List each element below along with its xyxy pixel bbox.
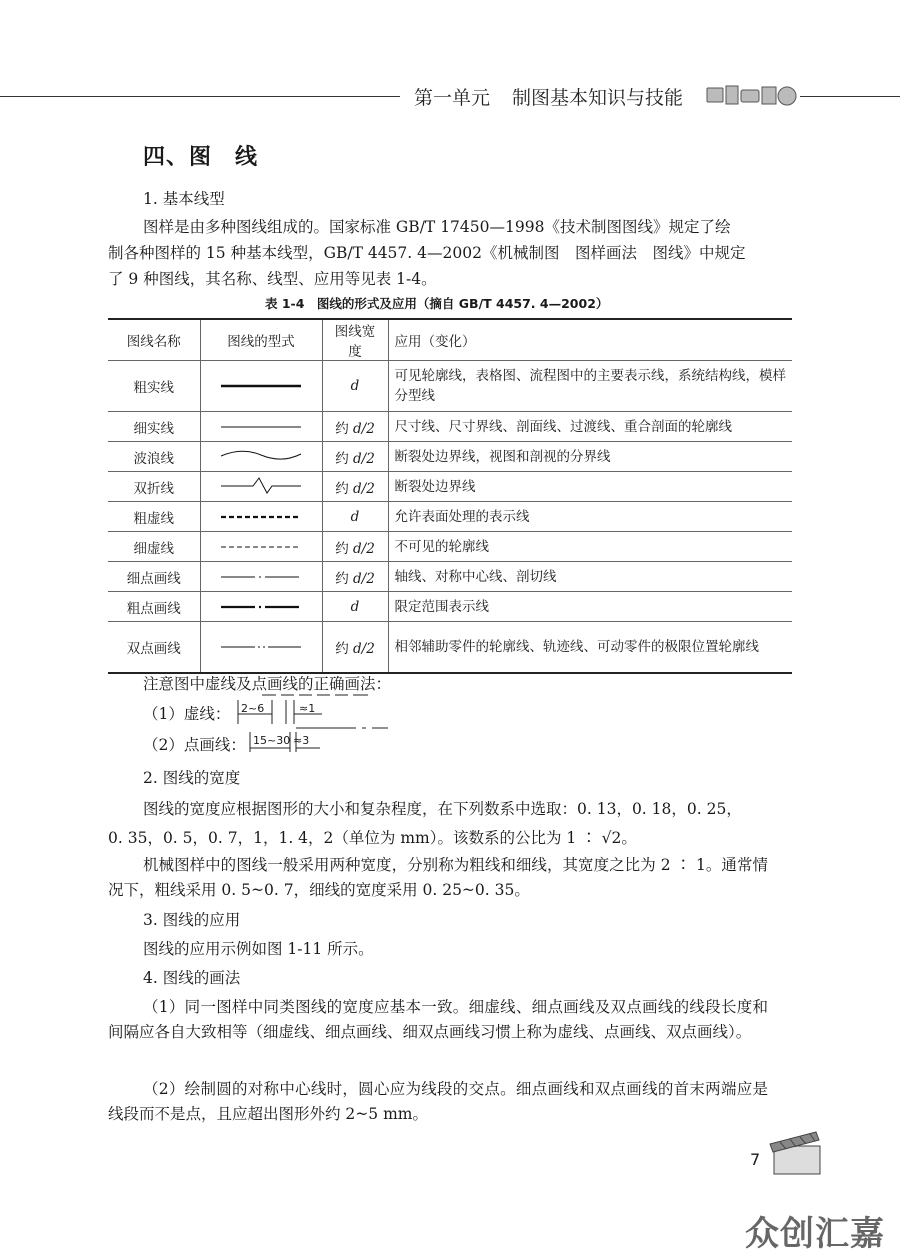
dotdash-dim-gap: ≈3 [293,734,310,747]
table-row [108,472,792,502]
header-style: 图线的型式 [200,319,322,361]
line-sample [200,472,322,502]
subsection-drawing-method: 4. 图线的画法 [143,969,241,987]
width-para-2: 机械图样中的图线一般采用两种宽度，分别称为粗线和细线，其宽度之比为 2 ∶ 1。通常情况下，粗线采用 0. 5~0. 7，细线的宽度采用 0. 25~0. 35。 [108,856,768,899]
dashed-label: （1）虚线： [143,705,231,723]
subsection-basic-line-types: 1. 基本线型 [143,190,225,208]
header-rule-left [0,96,400,97]
line-sample [200,412,322,442]
line-application: 断裂处边界线，视图和剖视的分界线 [388,442,792,472]
line-name: 粗虚线 [108,502,200,532]
dotdash-dim-segment: 15~30 [253,734,291,747]
width-para-line-2: 0. 35，0. 5，0. 7，1，1. 4，2（单位为 mm）。该数系的公比为 1 ∶ √2。 [108,829,637,847]
line-application: 相邻辅助零件的轮廓线、轨迹线、可动零件的极限位置轮廓线 [388,622,792,674]
header-decoration-icon [706,84,798,108]
line-sample [200,622,322,674]
intro-line-2: 制各种图样的 15 种基本线型，GB/T 4457. 4—2002《机械制图 图样画法 图线》中规定 [108,244,746,262]
line-application: 允许表面处理的表示线 [388,502,792,532]
line-width: 约 d/2 [322,412,388,442]
header-title: 制图基本知识与技能 [512,87,684,109]
header-width: 图线宽度 [322,319,388,361]
line-width: 约 d/2 [322,472,388,502]
drawing-para-2: （2）绘制圆的对称中心线时，圆心应为线段的交点。细点画线和双点画线的首末两端应是线段而不是点，且应超出图形外约 2~5 mm。 [108,1080,768,1123]
intro-line-3: 了 9 种图线，其名称、线型、应用等见表 1-4。 [108,270,437,288]
line-sample [200,532,322,562]
header-name: 图线名称 [108,319,200,361]
page-number: 7 [750,1150,761,1169]
header-unit: 第一单元 [414,87,491,109]
line-name: 细虚线 [108,532,200,562]
table-row [108,442,792,472]
header-rule-right [800,96,900,97]
line-sample [200,502,322,532]
line-name: 双点画线 [108,622,200,674]
table-row [108,412,792,442]
subsection-line-width: 2. 图线的宽度 [143,769,241,787]
line-name: 粗实线 [108,361,200,412]
line-width: d [322,592,388,622]
table-header-row [108,319,792,361]
line-application: 断裂处边界线 [388,472,792,502]
running-header [414,83,683,110]
line-sample [200,592,322,622]
line-name: 双折线 [108,472,200,502]
header-application: 应用（变化） [388,319,792,361]
section-title: 四、图 线 [143,145,259,170]
table-row [108,592,792,622]
table-row [108,532,792,562]
line-width: d [322,361,388,412]
table-row [108,622,792,674]
line-name: 细点画线 [108,562,200,592]
line-width: d [322,502,388,532]
dashed-dim-gap: ≈1 [299,702,316,715]
clapperboard-icon [768,1130,823,1176]
line-width: 约 d/2 [322,442,388,472]
line-types-table [108,318,792,674]
line-name: 细实线 [108,412,200,442]
line-application: 可见轮廓线，表格图、流程图中的主要表示线，系统结构线，模样分型线 [388,361,792,412]
line-application: 限定范围表示线 [388,592,792,622]
line-width: 约 d/2 [322,622,388,674]
sqrt-two: √2 [601,829,622,847]
table-row [108,361,792,412]
subsection-line-application: 3. 图线的应用 [143,911,241,929]
width-para-line-1: 图线的宽度应根据图形的大小和复杂程度，在下列数系中选取：0. 13，0. 18，0. 25， [143,800,742,818]
line-width: 约 d/2 [322,532,388,562]
application-para: 图线的应用示例如图 1-11 所示。 [143,940,374,958]
line-sample [200,361,322,412]
note-title: 注意图中虚线及点画线的正确画法： [143,675,392,693]
line-application: 不可见的轮廓线 [388,532,792,562]
table-row [108,502,792,532]
line-sample [200,442,322,472]
line-width: 约 d/2 [322,562,388,592]
dashed-dim-segment: 2~6 [241,702,265,715]
line-application: 尺寸线、尺寸界线、剖面线、过渡线、重合剖面的轮廓线 [388,412,792,442]
line-sample [200,562,322,592]
line-application: 轴线、对称中心线、剖切线 [388,562,792,592]
dotdash-label: （2）点画线： [143,736,246,754]
line-name: 粗点画线 [108,592,200,622]
drawing-para-1: （1）同一图样中同类图线的宽度应基本一致。细虚线、细点画线及双点画线的线段长度和间隔应各自大致相等（细虚线、细点画线、细双点画线习惯上称为虚线、点画线、双点画线）。 [108,998,768,1041]
line-name: 波浪线 [108,442,200,472]
brand-watermark: 众创汇嘉 [745,1214,885,1254]
table-row [108,562,792,592]
intro-line-1: 图样是由多种图线组成的。国家标准 GB/T 17450—1998《技术制图图线》规定了绘 [143,218,731,236]
table-caption: 表 1-4 图线的形式及应用（摘自 GB/T 4457. 4—2002） [265,296,609,311]
